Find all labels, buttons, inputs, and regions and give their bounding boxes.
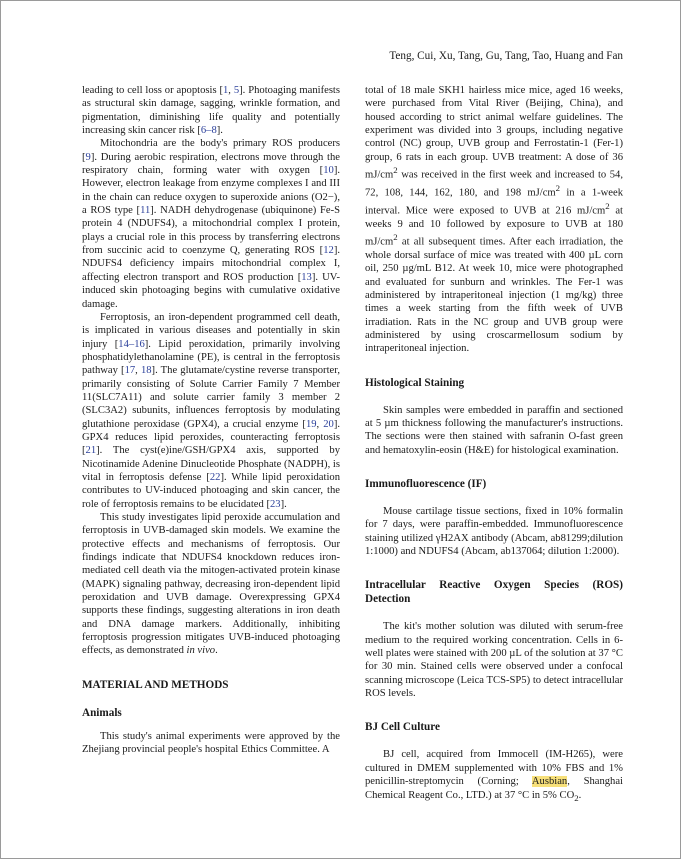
citation-link[interactable]: 23 [269, 498, 281, 510]
left-column [82, 84, 340, 756]
citation-link[interactable]: 13 [301, 271, 312, 283]
citation-link[interactable]: 22 [209, 471, 221, 483]
paragraph-ferroptosis: Ferroptosis, an iron-dependent programmed cell death, is implicated in various diseases and potentially in skin injury [14–16]. Lipid peroxidation, primarily involving phosphatidylethanolamine (PE), is central in the ferroptosis pathway [17, 18]. The glutamate/cystine reverse transporter, primarily consisting of Solute Carrier Family 7 Member 11(SLC7A11) and solute carrier family 3 member 2 (SLC3A2) subunits, influences ferroptosis by modulating glutathione peroxidase (GPX4), a crucial enzyme [19, 20]. GPX4 reduces lipid peroxides, counteracting ferroptosis [21]. The cyst(e)ine/GSH/GPX4 axis, supported by Nicotinamide Adenine Dinucleotide Phosphate (NADPH), is vital in ferroptosis defense [22]. While lipid peroxidation contributes to UV-induced photoaging and skin cancer, the role of ferroptosis remains to be elucidated [23]. [82, 311, 340, 510]
citation-link[interactable]: 11 [140, 205, 151, 217]
citation-link[interactable]: 8 [211, 125, 217, 137]
citation-link[interactable]: 18 [140, 365, 152, 377]
citation-link[interactable]: 6 [200, 125, 207, 137]
citation-link[interactable]: 5 [233, 85, 240, 96]
citation-link[interactable]: 17 [124, 365, 136, 377]
citation-link[interactable]: 9 [85, 151, 91, 163]
subsection-heading-immunofluorescence: Immunofluorescence (IF) [365, 478, 487, 491]
citation-link[interactable]: 16 [134, 338, 145, 350]
paragraph-mitochondria: Mitochondria are the body's primary ROS producers [9]. During aerobic respiration, electrons move through the respiratory chain, forming water with oxygen [10]. However, electron leakage from enzyme complexes I and III in the chain can reduce oxygen to superoxide anions (O2−), a ROS type [11]. NADH dehydrogenase (ubiquinone) Fe-S protein 4 (NDUFS4), a mitochondrial complex I protein, plays a crucial role in this process by transferring electrons from succinic acid to coenzyme Q, generating ROS [12]. NDUFS4 deficiency impairs mitochondrial complex I, affecting electron transport and ROS production [13]. UV-induced skin photoaging begins with cumulative oxidative damage. [82, 138, 340, 310]
section-heading-methods: MATERIAL AND METHODS [82, 678, 229, 691]
running-head: Teng, Cui, Xu, Tang, Gu, Tang, Tao, Huang and Fan [389, 50, 623, 62]
highlighted-text: Ausbian [531, 776, 568, 788]
paragraph-histology: Skin samples were embedded in paraffin and sectioned at 5 µm thickness following the manufacturer's instructions. The sections were then stained with safranin O-fast green and hematoxylin-eosin (H&E) for histological examination. [365, 404, 623, 456]
paragraph-immunofluorescence: Mouse cartilage tissue sections, fixed in 10% formalin for 7 days, were paraffin-embedded. Immunofluorescence staining utilized γH2AX antibody (Abcam, ab81299;dilution 1:1000) and NDUFS4 (Abcam, ab137064; dilution 1:2000). [365, 506, 623, 558]
paragraph-animals: This study's animal experiments were approved by the Zhejiang provincial people's hospital Ethics Committee. A [82, 730, 340, 756]
citation-link[interactable]: 20 [323, 418, 334, 430]
citation-link[interactable]: 12 [323, 245, 334, 257]
citation-link[interactable]: 1 [223, 85, 229, 96]
paragraph-photoaging: leading to cell loss or apoptosis [1, 5]. Photoaging manifests as structural skin damage, sagging, wrinkle formation, and pigmentation, diminishing life quality and potentially increasing skin cancer risk [6–8]. [82, 85, 341, 137]
paragraph-ros: The kit's mother solution was diluted with serum-free medium to the required working concentration. Cells in 6-well plates were stained with 200 µL of the solution at 37 °C for 30 min. Stained cells were observed under a confocal scanning microscope (Leica TCS-SP5) to detect intracellular ROS levels. [365, 621, 623, 700]
right-column [365, 84, 623, 805]
paragraph-bj-cell: BJ cell, acquired from Immocell (IM-H265), were cultured in DMEM supplemented with 10% FBS and 1% penicillin-streptomycin (Corning; Ausbian, Shanghai Chemical Reagent Co., LTD.) at 37 °C in 5% $CO_2$. [365, 749, 623, 803]
subsection-heading-ros: Intracellular Reactive Oxygen Species (ROS) Detection [365, 579, 623, 606]
subsection-heading-bj-cell: BJ Cell Culture [365, 721, 440, 734]
citation-link[interactable]: 21 [85, 445, 97, 457]
citation-link[interactable]: 14 [118, 338, 129, 350]
paragraph-study-aims: This study investigates lipid peroxide accumulation and ferroptosis in UVB-damaged skin models. We examine the protective effects and mechanisms of ferroptosis. Our findings indicate that NDUFS4 knockdown reduces iron-mediated cell death via the mitogen-activated protein kinase (MAPK) signaling pathway, decreasing iron-dependent lipid peroxidation and UVB damage. Overexpressing GPX4 supports these findings, suggesting alterations in iron death and DNA damage markers. Additionally, inhibiting ferroptosis progression mitigates UVB-induced photoaging effects, as demonstrated in vivo. [82, 512, 340, 657]
citation-link[interactable]: 10 [323, 165, 334, 177]
paragraph-animals-continued: total of 18 male SKH1 hairless mice mice, aged 16 weeks, were purchased from Vital River (Beijing, China), and housed according to strict animal welfare guidelines. The experiment was divided into 3 groups, including negative control (NC) group, UVB group and Ferrostatin-1 (Fer-1) group, 6 rats in each group. UVB treatment: A dose of 36 $mJ/cm^2$ was received in the first week and increased to 54, 72, 108, 144, 162, 180, and 198 $mJ/cm^2$ in a 1-week interval. Mice were exposed to UVB at 216 $mJ/cm^2$ at weeks 9 and 10 followed by exposure to UVB at 180 $mJ/cm^2$ at all subsequent times. After each irradiation, the whole dorsal surface of mice was treated with 400 µL corn oil, 250 µg/mL B12. At week 10, mice were photographed and evaluated for sunburn and wrinkles. The Fer-1 was administered by intraperitoneal injection (1 mg/kg) three times a week starting from the fifth week of UVB irradiation. Rats in the NC group and UVB group were administered by using croscarmellosum sodium by intraperitoneal injection. [365, 85, 623, 355]
subsection-heading-histology: Histological Staining [365, 376, 465, 389]
citation-link[interactable]: 19 [305, 418, 317, 430]
subsection-heading-animals: Animals [82, 706, 122, 719]
